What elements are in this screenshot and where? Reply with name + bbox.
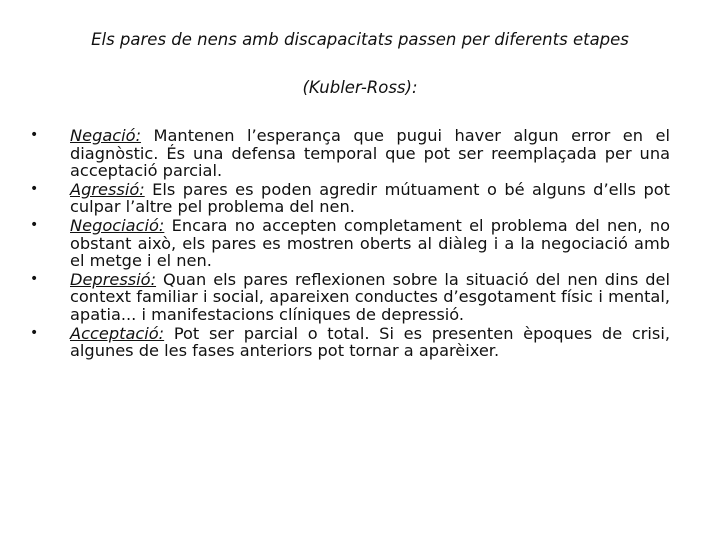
- list-item-depressio: [30, 271, 670, 324]
- bullet-icon: •: [30, 180, 39, 197]
- bullet-icon: •: [30, 216, 39, 233]
- stage-text: Quan els pares reflexionen sobre la situació del nen dins del context familiar i social, apareixen conductes d’esgotament físic i mental, apatia... i manifestacions clíniques de depressió.: [70, 269, 670, 324]
- stage-term: Agressió:: [70, 179, 145, 199]
- stage-text: Encara no accepten completament el problema del nen, no obstant això, els pares es mostren oberts al diàleg i a la negociació amb el metge i el nen.: [70, 215, 670, 271]
- stage-term: Acceptació:: [70, 323, 165, 343]
- list-item-negacio: [30, 127, 670, 180]
- stage-term: Negació:: [70, 126, 142, 145]
- list-item-agressio: [30, 181, 670, 216]
- title-line-1: Els pares de nens amb discapacitats passen per diferents etapes: [91, 30, 629, 49]
- list-item-negociacio: [30, 217, 670, 270]
- bullet-icon: •: [30, 270, 39, 287]
- title-line-2: (Kubler-Ross):: [302, 78, 418, 97]
- stage-term: Negociació:: [70, 215, 165, 235]
- stage-text: Pot ser parcial o total. Si es presenten èpoques de crisi, algunes de les fases anteriors pot tornar a aparèixer.: [70, 323, 670, 361]
- list-item-acceptacio: [30, 325, 670, 360]
- bullet-icon: •: [30, 127, 39, 143]
- stage-text: Mantenen l’esperança que pugui haver algun error en el diagnòstic. És una defensa temporal que pot ser reemplaçada per una acceptació parcial.: [70, 126, 670, 181]
- stages-list: [30, 127, 670, 361]
- stage-term: Depressió:: [70, 269, 157, 289]
- bullet-icon: •: [30, 324, 39, 341]
- stage-text: Els pares es poden agredir mútuament o bé alguns d’ells pot culpar l’altre pel problema del nen.: [70, 179, 670, 217]
